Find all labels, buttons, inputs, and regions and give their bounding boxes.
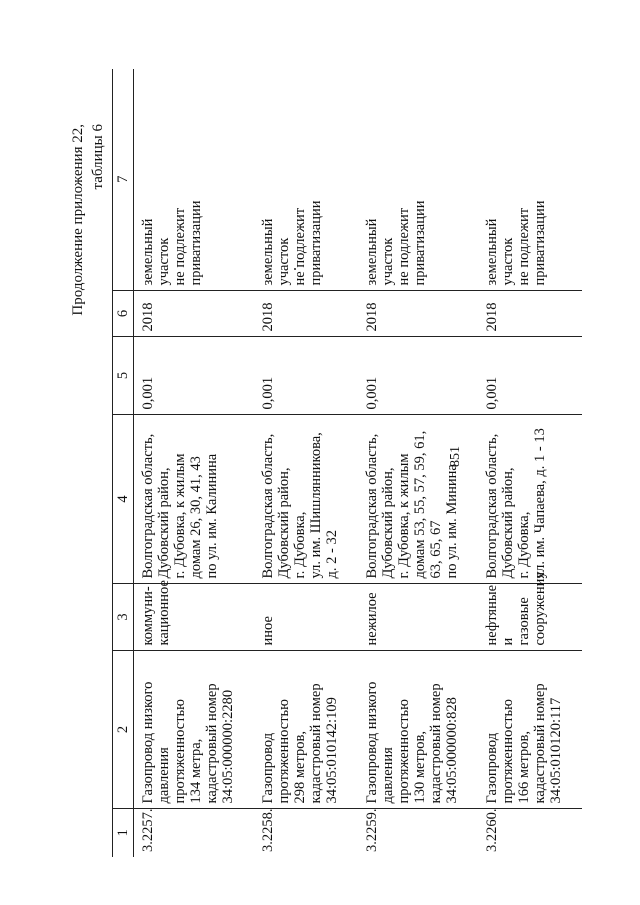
object-name: Газопровод протяженностью 166 метров, кадастровый номер 34:05:010120:117	[478, 651, 582, 809]
object-name: Газопровод протяженностью 298 метров, кадастровый номер 34:05:010142:109	[254, 651, 358, 809]
row-number: 3.2258.	[260, 808, 276, 852]
object-value: 0,001	[254, 337, 358, 415]
row-number: 3.2257.	[140, 808, 156, 852]
object-address: Волгоградская область, Дубовский район, г. Дубовка, ул. им. Шишлянникова, д. 2 - 32	[254, 415, 358, 584]
page-number: 851	[448, 446, 463, 467]
object-year: 2018	[358, 291, 478, 337]
column-number: 7	[113, 69, 134, 291]
object-name: Газопровод низкого давления протяженностью 130 метров, кадастровый номер 34:05:000000:828	[358, 651, 478, 809]
appendix-header-line1: Продолжение приложения 22,	[70, 124, 86, 316]
row-number: 3.2259.	[364, 808, 380, 852]
object-year: 2018	[478, 291, 582, 337]
appendix-header	[68, 124, 108, 316]
appendix-header-line2: таблицы 6	[90, 124, 106, 190]
column-number: 6	[113, 291, 134, 337]
object-value: 0,001	[478, 337, 582, 415]
object-note: земельный участок не подлежит приватизации	[254, 69, 358, 291]
object-name: Газопровод низкого давления протяженностью 134 метра, кадастровый номер 34:05:000000:2280	[134, 651, 255, 809]
object-year: 2018	[254, 291, 358, 337]
column-number: 1	[113, 809, 134, 857]
object-value: 0,001	[358, 337, 478, 415]
object-type: коммуни- кационное	[134, 584, 255, 651]
object-note: земельный участок не подлежит приватизации	[358, 69, 478, 291]
object-note: земельный участок не подлежит приватизации	[134, 69, 255, 291]
table-row	[254, 69, 358, 857]
object-type: нежилое	[358, 584, 478, 651]
table-row	[478, 69, 582, 857]
row-number: 3.2260.	[484, 808, 500, 852]
object-address: Волгоградская область, Дубовский район, г. Дубовка, к жилым домам 26, 30, 41, 43 по ул. им. Калинина	[134, 415, 255, 584]
object-year: 2018	[134, 291, 255, 337]
object-note: земельный участок не подлежит приватизации	[478, 69, 582, 291]
column-number: 3	[113, 584, 134, 651]
object-type: нефтяные и газовые сооружения	[478, 584, 582, 651]
column-number: 5	[113, 337, 134, 415]
property-table	[112, 69, 582, 857]
table-row	[134, 69, 255, 857]
table-row	[358, 69, 478, 857]
object-type: иное	[254, 584, 358, 651]
object-value: 0,001	[134, 337, 255, 415]
object-address: Волгоградская область, Дубовский район, г. Дубовка, ул. им. Чапаева, д. 1 - 13	[478, 415, 582, 584]
column-number-row	[113, 69, 134, 857]
object-address: Волгоградская область, Дубовский район, г. Дубовка, к жилым домам 53, 55, 57, 59, 61, 63, 65, 67 по ул. им. Минина	[358, 415, 478, 584]
column-number: 2	[113, 651, 134, 809]
column-number: 4	[113, 415, 134, 584]
